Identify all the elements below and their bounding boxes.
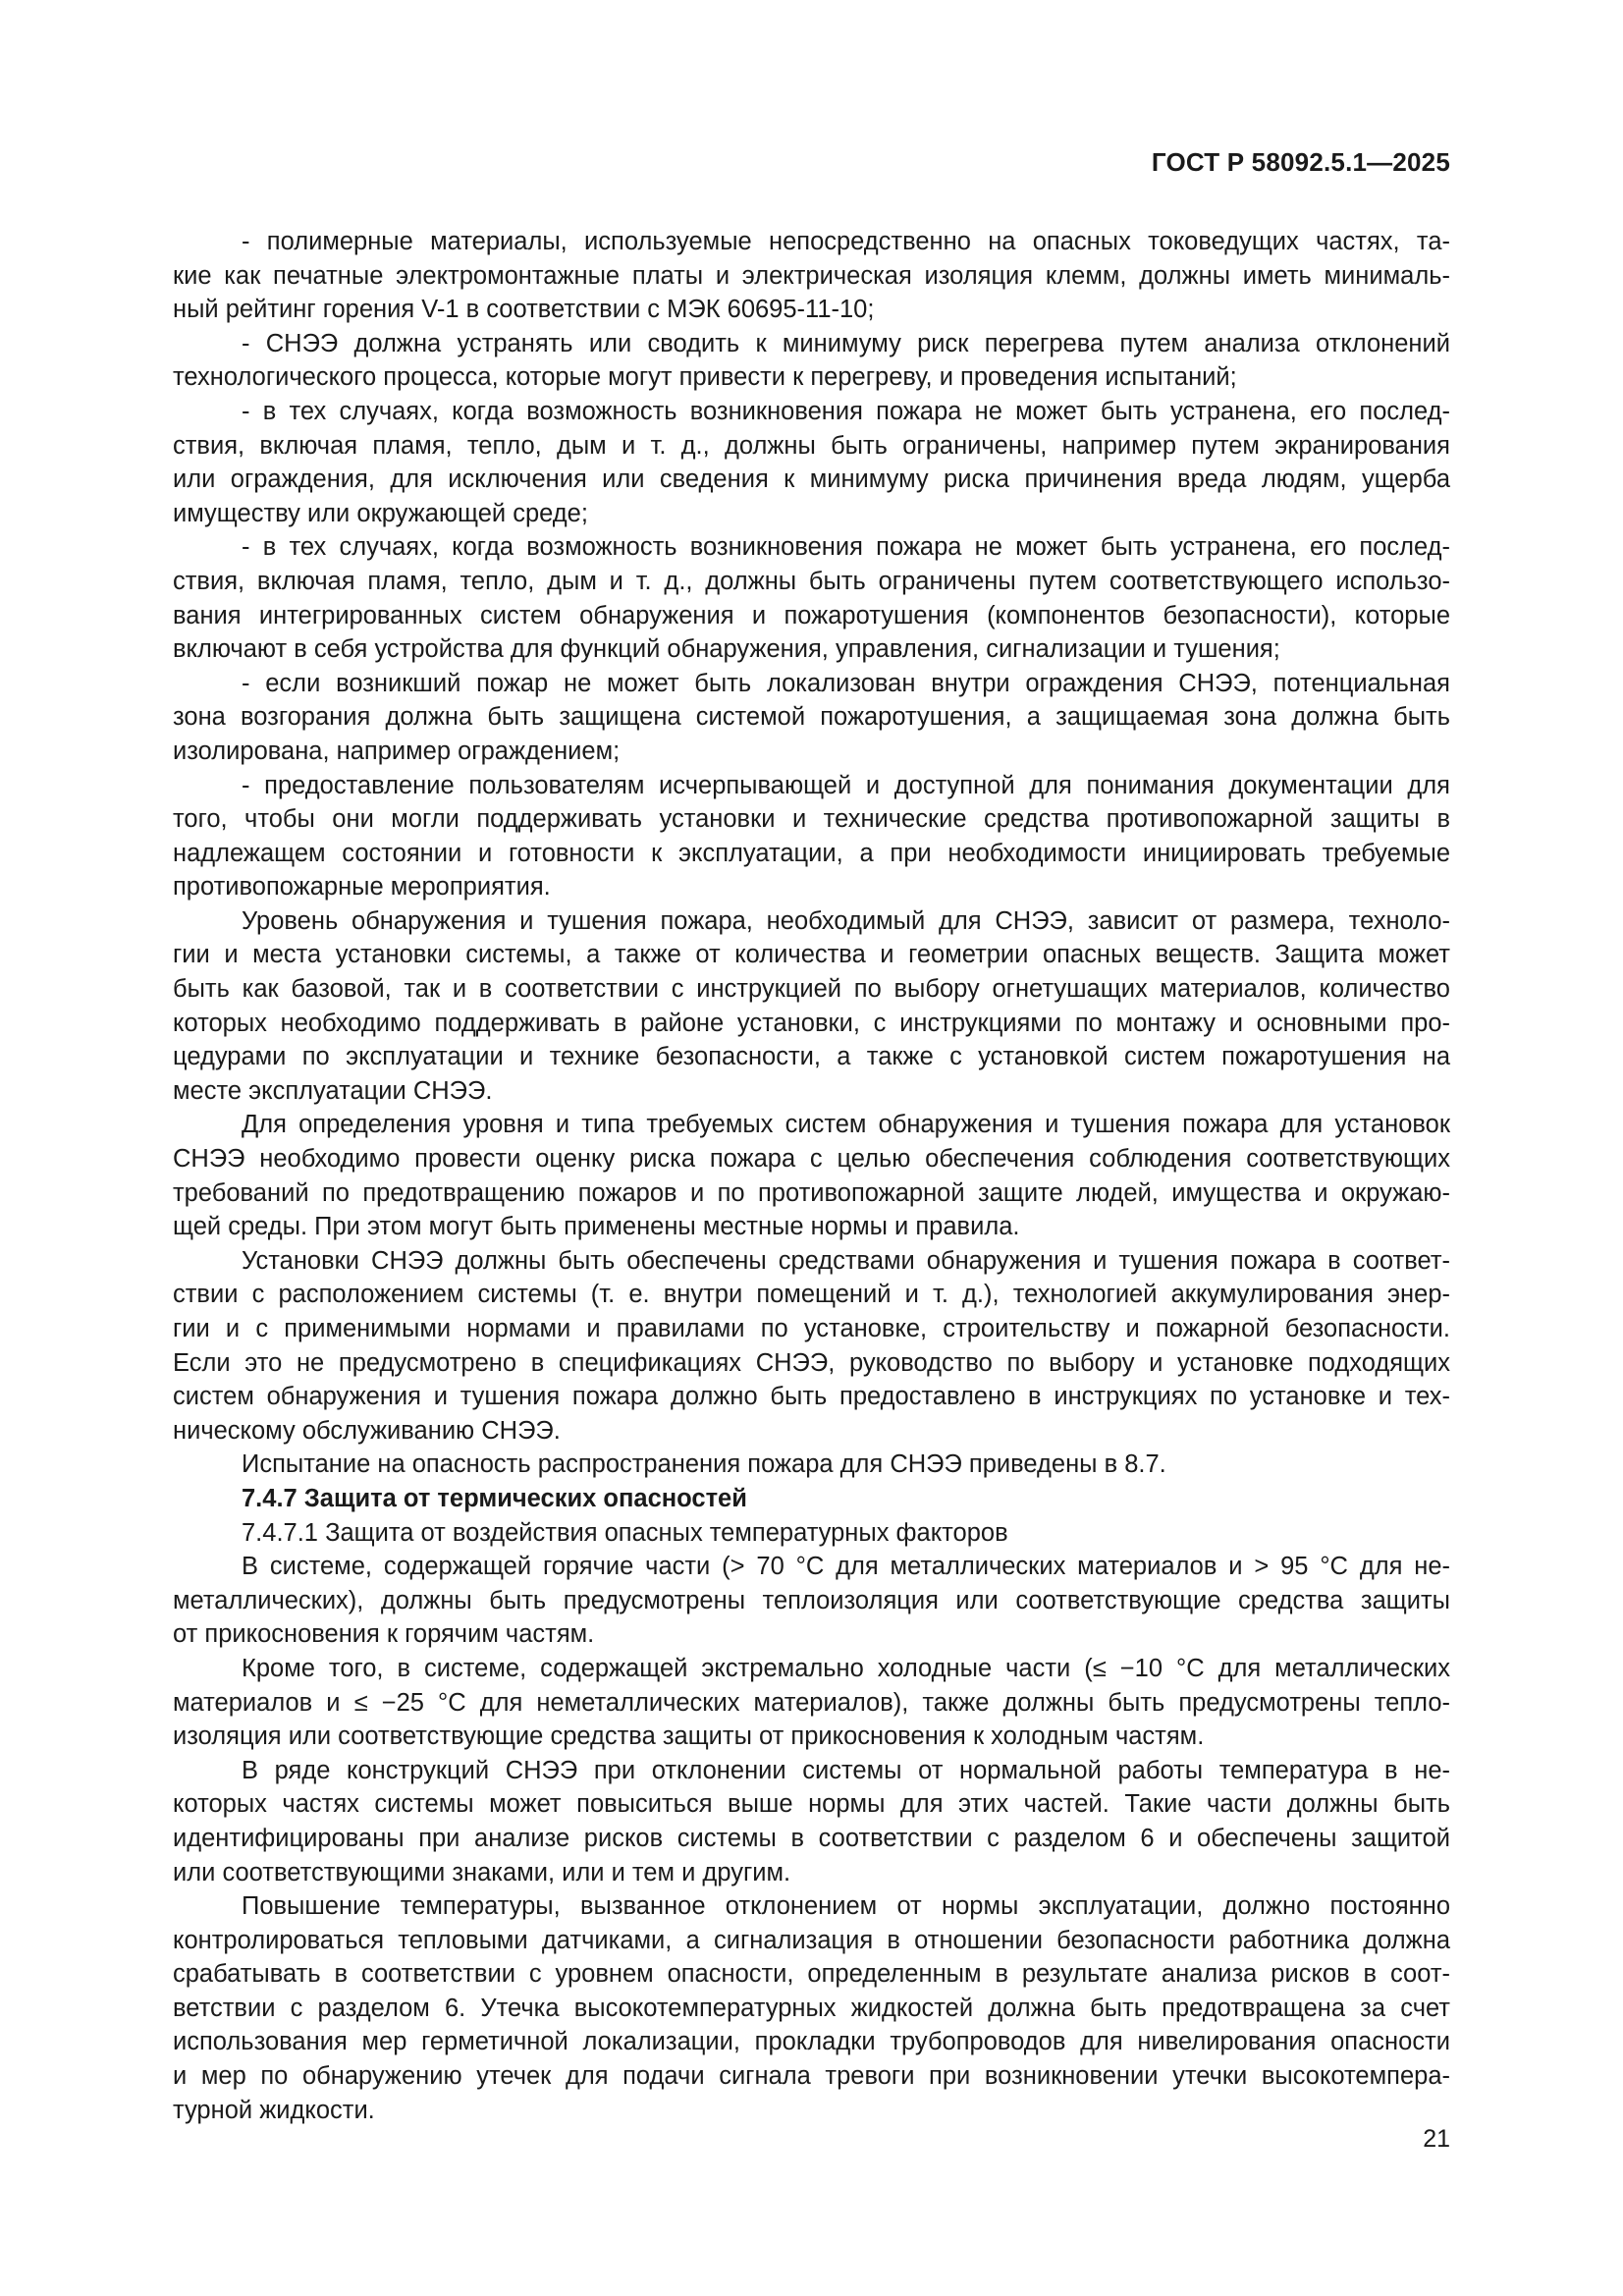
standard-code: ГОСТ Р 58092.5.1—2025 [1151,147,1450,177]
text-line: металлических), должны быть предусмотрены теплоизоляция или соответствующие средства защиты [173,1586,1450,1614]
text-line: контролироваться тепловыми датчиками, а сигнализация в отношении безопасности работника должна [173,1926,1450,1954]
text-line: того, чтобы они могли поддерживать установки и технические средства противопожарной защиты в [173,805,1450,834]
paragraph [173,225,1450,327]
paragraph [173,904,1450,1109]
text-line: вания интегрированных систем обнаружения и пожаротушения (компонентов безопасности), которые [173,601,1450,629]
text-line: В системе, содержащей горячие части (> 70 °C для металлических материалов и > 95 °C для не- [242,1553,1450,1581]
text-line: имуществу или окружающей среде; [173,499,588,527]
paragraphs-block [173,225,1450,1482]
text-line: Повышение температуры, вызванное отклонением от нормы эксплуатации, должно постоянно [242,1892,1450,1921]
text-line: ный рейтинг горения V-1 в соответствии с МЭК 60695-11-10; [173,296,875,324]
page-number: 21 [1423,2125,1450,2153]
text-line: Кроме того, в системе, содержащей экстремально холодные части (≤ −10 °C для металлических [242,1654,1450,1682]
text-line: СНЭЭ необходимо провести оценку риска пожара с целью обеспечения соблюдения соответствующих [173,1145,1450,1174]
paragraph [173,1754,1450,1889]
text-line: или соответствующими знаками, или и тем и другим. [173,1858,791,1886]
paragraph [173,1652,1450,1754]
text-line: гии и места установки системы, а также от количества и геометрии опасных веществ. Защита может [173,941,1450,969]
text-line: ветствии с разделом 6. Утечка высокотемпературных жидкостей должна быть предотвращена за счет [173,1994,1450,2022]
text-line: - если возникший пожар не может быть локализован внутри ограждения СНЭЭ, потенциальная [242,669,1450,697]
text-line: цедурами по эксплуатации и технике безопасности, а также с установкой систем пожаротушения на [173,1043,1450,1071]
paragraph [173,327,1450,395]
paragraph [173,530,1450,666]
text-line: изоляция или соответствующие средства защиты от прикосновения к холодным частям. [173,1722,1205,1751]
text-line: изолирована, например ограждением; [173,737,621,765]
paragraph [173,1550,1450,1652]
paragraph [173,769,1450,904]
paragraphs-block-2 [173,1550,1450,2127]
paragraph [173,1244,1450,1449]
document-body [173,225,1450,2127]
text-line: турной жидкости. [173,2096,375,2124]
text-line: систем обнаружения и тушения пожара должно быть предоставлено в инструкциях по установке и тех- [173,1383,1450,1411]
text-line: от прикосновения к горячим частям. [173,1620,595,1649]
text-line: кие как печатные электромонтажные платы и электрическая изоляция клемм, должны иметь минималь- [173,261,1450,290]
clause-heading: 7.4.7.1 Защита от воздействия опасных температурных факторов [242,1518,1008,1547]
text-line: использования мер герметичной локализации, прокладки трубопроводов для нивелирования опасности [173,2028,1450,2056]
subsection-heading: 7.4.7 Защита от термических опасностей [242,1484,747,1512]
text-line: которых частях системы может повыситься выше нормы для этих частей. Такие части должны быть [173,1790,1450,1819]
text-line: Для определения уровня и типа требуемых систем обнаружения и тушения пожара для установок [242,1111,1450,1139]
paragraph [173,1889,1450,2127]
text-line: материалов и ≤ −25 °C для неметаллических материалов), также должны быть предусмотрены тепло- [173,1688,1450,1717]
text-line: которых необходимо поддерживать в районе установки, с инструкциями по монтажу и основными про- [173,1009,1450,1037]
paragraph [173,1448,1450,1482]
text-line: идентифицированы при анализе рисков системы в соответствии с разделом 6 и обеспечены защитой [173,1824,1450,1852]
text-line: В ряде конструкций СНЭЭ при отклонении системы от нормальной работы температура в не- [242,1756,1450,1784]
paragraph [173,1108,1450,1243]
text-line: - полимерные материалы, используемые непосредственно на опасных токоведущих частях, та- [242,228,1450,255]
text-line: ствии с расположением системы (т. е. внутри помещений и т. д.), технологией аккумулирования энер- [173,1281,1450,1309]
text-line: Если это не предусмотрено в спецификациях СНЭЭ, руководство по выбору и установке подходящих [173,1348,1450,1377]
text-line: Установки СНЭЭ должны быть обеспечены средствами обнаружения и тушения пожара в соответ- [242,1246,1450,1275]
text-line: ствия, включая пламя, тепло, дым и т. д., должны быть ограничены, например путем экранирования [173,431,1450,460]
paragraph [173,395,1450,530]
text-line: противопожарные мероприятия. [173,873,551,902]
text-line: ствия, включая пламя, тепло, дым и т. д., должны быть ограничены путем соответствующего использо- [173,567,1450,595]
text-line: - предоставление пользователям исчерпывающей и доступной для понимания документации для [242,771,1450,799]
text-line: технологического процесса, которые могут привести к перегреву, и проведения испытаний; [173,363,1237,392]
text-line: ническому обслуживанию СНЭЭ. [173,1416,561,1445]
text-line: месте эксплуатации СНЭЭ. [173,1076,493,1105]
text-line: Испытание на опасность распространения пожара для СНЭЭ приведены в 8.7. [242,1450,1166,1479]
text-line: зона возгорания должна быть защищена системой пожаротушения, а защищаемая зона должна быть [173,703,1450,732]
text-line: Уровень обнаружения и тушения пожара, необходимый для СНЭЭ, зависит от размера, техноло- [242,906,1450,935]
text-line: - СНЭЭ должна устранять или сводить к минимуму риск перегрева путем анализа отклонений [242,329,1450,357]
text-line: срабатывать в соответствии с уровнем опасности, определенным в результате анализа рисков в соот- [173,1960,1450,1989]
text-line: требований по предотвращению пожаров и по противопожарной защите людей, имущества и окружаю- [173,1178,1450,1207]
text-line: или ограждения, для исключения или сведения к минимуму риска причинения вреда людям, ущерба [173,465,1450,494]
text-line: - в тех случаях, когда возможность возникновения пожара не может быть устранена, его послед- [242,533,1450,562]
text-line: гии и с применимыми нормами и правилами по установке, строительству и пожарной безопасности. [173,1315,1450,1342]
text-line: щей среды. При этом могут быть применены местные нормы и правила. [173,1213,1020,1241]
text-line: надлежащем состоянии и готовности к эксплуатации, а при необходимости инициировать требуемые [173,839,1450,867]
text-line: - в тех случаях, когда возможность возникновения пожара не может быть устранена, его послед- [242,397,1450,425]
paragraph [173,667,1450,769]
text-line: и мер по обнаружению утечек для подачи сигнала тревоги при возникновении утечки высокотемпера- [173,2062,1450,2091]
text-line: включают в себя устройства для функций обнаружения, управления, сигнализации и тушения; [173,635,1280,664]
text-line: быть как базовой, так и в соответствии с инструкцией по выбору огнетушащих материалов, количество [173,975,1450,1004]
